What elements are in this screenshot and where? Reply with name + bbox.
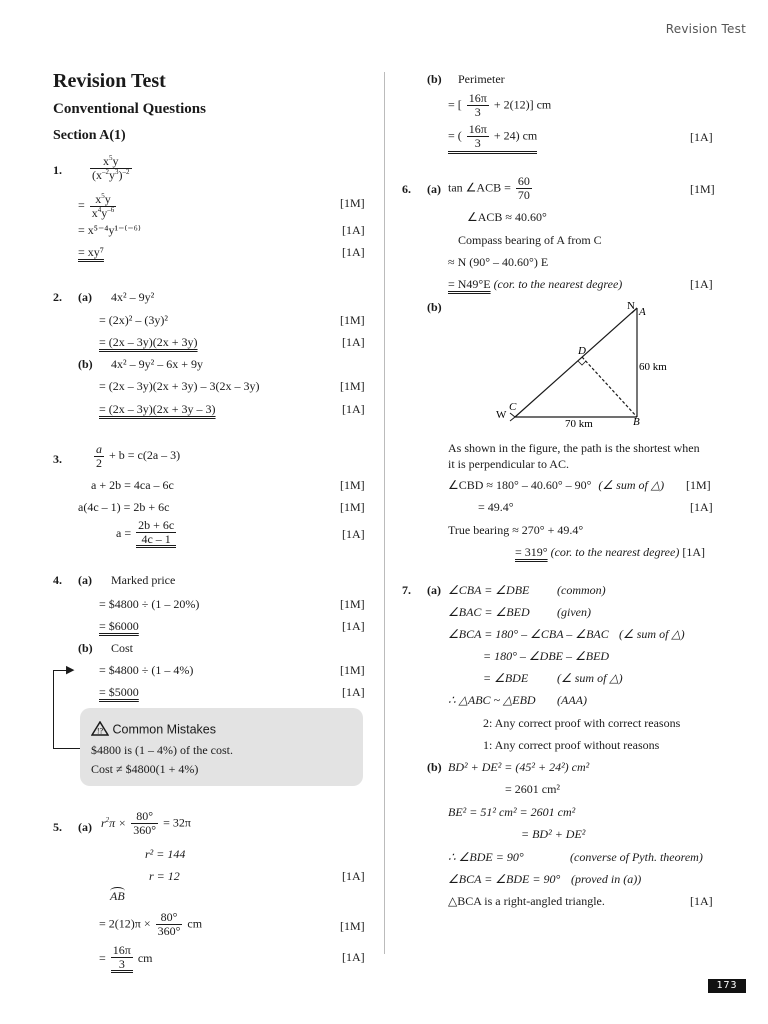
- reason: (∠ sum of △): [557, 671, 623, 685]
- statement: ∠BCA = 180° – ∠CBA – ∠BAC: [448, 627, 609, 641]
- answer: = (2x – 3y)(2x + 3y): [99, 335, 198, 349]
- expression: r² = 144: [145, 847, 186, 861]
- mark: [1A]: [690, 894, 713, 908]
- answer: = N49°E (cor. to the nearest degree): [448, 277, 623, 291]
- mark: [1M]: [340, 478, 365, 492]
- answer: = $5000: [99, 685, 139, 699]
- mark: [1A]: [342, 527, 365, 541]
- mark: [1M]: [340, 663, 365, 677]
- mark: [1A]: [342, 402, 365, 416]
- mark: [1A]: [690, 500, 713, 514]
- label-n: N: [627, 300, 635, 312]
- statement: = ∠BDE: [483, 671, 529, 685]
- mark: [1A]: [342, 950, 365, 964]
- expression: = $\frac{x^5y}{x^4y^{-6}}$: [78, 192, 115, 220]
- mark: [1M]: [340, 379, 365, 393]
- expression: r = 12: [149, 869, 180, 883]
- question-number: 4.: [53, 573, 62, 587]
- part-label: (b): [78, 357, 93, 371]
- label-c: C: [509, 401, 517, 413]
- expression: ≈ N (90° – 40.60°) E: [448, 255, 549, 269]
- mark: [1A]: [682, 545, 705, 559]
- reason: (converse of Pyth. theorem): [570, 850, 703, 864]
- mistake-line: $4800 is (1 – 4%) of the cost.: [91, 743, 233, 757]
- mark: [1M]: [340, 500, 365, 514]
- arc-label: AB: [110, 889, 125, 903]
- svg-text:!?: !?: [96, 726, 104, 736]
- part-label: (b): [427, 760, 442, 774]
- common-mistakes-title: !? Common Mistakes: [91, 721, 216, 739]
- expression: = x⁵⁻⁴y¹⁻⁽⁻⁶⁾: [78, 223, 141, 237]
- expression: = $4800 ÷ (1 – 20%): [99, 597, 200, 611]
- mark: [1M]: [340, 313, 365, 327]
- mark: [1M]: [340, 196, 365, 210]
- text: As shown in the figure, the path is the shortest when: [448, 441, 700, 455]
- expression: $\frac{x^5y}{(x^{-2}y^3)^{-2}}$: [92, 154, 130, 182]
- statement: ∠CBA = ∠DBE: [448, 583, 530, 597]
- page-number: 173: [708, 979, 746, 993]
- reason: (common): [557, 583, 606, 597]
- expression: = (2x – 3y)(2x + 3y) – 3(2x – 3y): [99, 379, 260, 393]
- question-number: 7.: [402, 583, 411, 597]
- answer: = 319° (cor. to the nearest degree) [1A]: [515, 545, 705, 559]
- label-b: B: [633, 416, 640, 428]
- reason: (proved in (a)): [571, 872, 642, 886]
- expression: a + 2b = 4ca – 6c: [91, 478, 174, 492]
- length-cb: 70 km: [565, 418, 593, 430]
- question-number: 5.: [53, 820, 62, 834]
- text: it is perpendicular to AC.: [448, 457, 569, 471]
- statement: = 180° – ∠DBE – ∠BED: [483, 649, 610, 663]
- warning-icon: [91, 721, 109, 739]
- arrow-head-icon: ▶: [66, 664, 75, 676]
- statement: ∠BCA = ∠BDE = 90°: [448, 872, 561, 886]
- reason: (AAA): [557, 693, 587, 707]
- page-subtitle: Conventional Questions: [53, 101, 206, 117]
- reason: (given): [557, 605, 591, 619]
- label: Marked price: [111, 573, 176, 587]
- mark: [1A]: [342, 223, 365, 237]
- part-label: (a): [78, 573, 92, 587]
- question-number: 3.: [53, 452, 62, 466]
- mark: [1A]: [342, 335, 365, 349]
- mark: [1A]: [690, 277, 713, 291]
- section-heading: Section A(1): [53, 128, 126, 143]
- page-title: Revision Test: [53, 70, 166, 92]
- expression: = 2601 cm²: [505, 782, 561, 796]
- label-a: A: [639, 306, 646, 318]
- label-d: D: [578, 345, 586, 357]
- answer: = $\frac{16\pi}{3}$ cm: [99, 944, 153, 973]
- statement: ∴ ∠BDE = 90°: [448, 850, 524, 864]
- expression: 4x² – 9y² – 6x + 9y: [111, 357, 203, 371]
- part-label: (b): [78, 641, 93, 655]
- mark: [1A]: [342, 619, 365, 633]
- question-number: 1.: [53, 163, 62, 177]
- mistake-line: Cost ≠ $4800(1 + 4%): [91, 762, 199, 776]
- column-divider: [384, 72, 385, 954]
- mark: [1M]: [686, 478, 711, 492]
- connector-line: [53, 670, 54, 748]
- part-label: (a): [427, 182, 441, 196]
- statement: ∠BAC = ∠BED: [448, 605, 530, 619]
- conclusion: △BCA is a right-angled triangle.: [448, 894, 605, 908]
- marking-note: 2: Any correct proof with correct reasons: [483, 716, 681, 730]
- answer: = $6000: [99, 619, 139, 633]
- expression: = [ $\frac{16\pi}{3}$ + 2(12)] cm: [448, 91, 552, 119]
- part-label: (a): [427, 583, 441, 597]
- right-angle-mark: [578, 361, 586, 365]
- expression: BD² + DE² = (45² + 24²) cm²: [448, 760, 590, 774]
- expression: 4x² – 9y²: [111, 290, 155, 304]
- expression: a(4c – 1) = 2b + 6c: [78, 500, 170, 514]
- expression: True bearing ≈ 270° + 49.4°: [448, 523, 584, 537]
- expression: = $4800 ÷ (1 – 4%): [99, 663, 194, 677]
- mark: [1M]: [690, 182, 715, 196]
- expression: = 49.4°: [478, 500, 514, 514]
- expression: tan ∠ACB = $\frac{60}{70}$: [448, 174, 530, 202]
- side-ca: [515, 308, 637, 417]
- label: Cost: [111, 641, 134, 655]
- perpendicular-bd: [582, 357, 637, 417]
- label: Perimeter: [458, 72, 505, 86]
- question-number: 2.: [53, 290, 62, 304]
- part-label: (a): [78, 290, 92, 304]
- connector-line: [53, 748, 80, 749]
- question-number: 6.: [402, 182, 411, 196]
- answer: a = $\frac{2b + 6c}{4c - 1}$: [116, 519, 178, 548]
- expression: = (2x)² – (3y)²: [99, 313, 168, 327]
- answer: = xy⁷: [78, 245, 104, 259]
- answer: = (2x – 3y)(2x + 3y – 3): [99, 402, 216, 416]
- label: Compass bearing of A from C: [458, 233, 602, 247]
- part-label: (a): [78, 820, 92, 834]
- expression: $\frac{a}{2}$ + b = c(2a – 3): [96, 442, 181, 470]
- bearing-figure: [490, 296, 680, 430]
- running-header: Revision Test: [665, 22, 746, 36]
- part-label: (b): [427, 300, 442, 314]
- expression: ∠ACB ≈ 40.60°: [467, 210, 547, 224]
- expression: = 2(12)π × $\frac{80^\circ}{360^\circ}$ cm: [99, 910, 203, 938]
- length-ab: 60 km: [639, 361, 667, 373]
- marking-note: 1: Any correct proof without reasons: [483, 738, 660, 752]
- mark: [1A]: [690, 130, 713, 144]
- expression: $r^2\pi$ × $\frac{80^\circ}{360^\circ}$ = 32π: [101, 809, 191, 837]
- expression: = BD² + DE²: [521, 827, 586, 841]
- expression: BE² = 51² cm² = 2601 cm²: [448, 805, 576, 819]
- mark: [1A]: [342, 245, 365, 259]
- part-label: (b): [427, 72, 442, 86]
- mark: [1M]: [340, 597, 365, 611]
- mark: [1A]: [342, 685, 365, 699]
- expression: ∠CBD ≈ 180° – 40.60° – 90° (∠ sum of △): [448, 478, 665, 492]
- reason: (∠ sum of △): [619, 627, 685, 641]
- statement: ∴ △ABC ~ △EBD: [448, 693, 536, 707]
- mark: [1A]: [342, 869, 365, 883]
- answer: = ( $\frac{16\pi}{3}$ + 24) cm: [448, 123, 537, 154]
- label-w: W: [496, 409, 507, 421]
- mark: [1M]: [340, 919, 365, 933]
